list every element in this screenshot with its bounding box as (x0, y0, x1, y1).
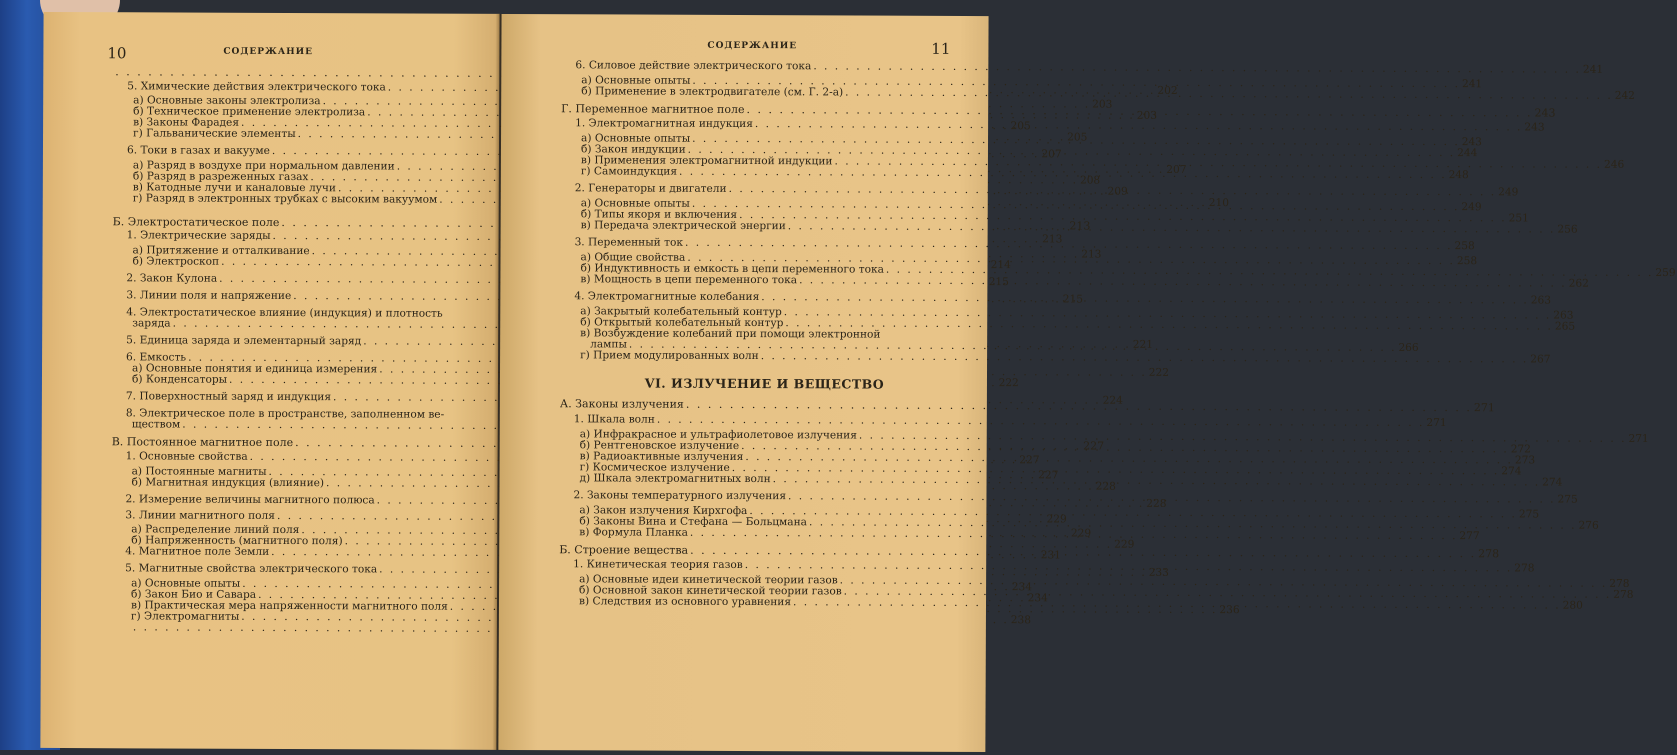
toc-entry-page: 215 (1062, 293, 1084, 306)
toc-entry-title: 8. Электрическое поле в пространстве, заполненном ве- (125, 407, 445, 421)
dot-leader (788, 221, 1556, 235)
toc-entry-page: 276 (1578, 519, 1599, 532)
toc-entry (560, 349, 1551, 366)
toc-entry-title: 2. Закон Кулона (126, 272, 218, 285)
toc-entry-page: 271 (1473, 401, 1495, 415)
toc-entry-title: 3. Линии поля и напряжение (126, 289, 292, 303)
toc-entry-page: 280 (1562, 599, 1583, 612)
toc-entry-title: лампы (590, 338, 627, 351)
toc-entry-page: 266 (1398, 341, 1419, 354)
toc-entry-title: а) Общие свойства (580, 251, 686, 264)
toc-entry-title: Б. Строение вещества (559, 543, 689, 557)
toc-entry-title: а) Основные опыты (131, 577, 241, 590)
toc-entry-page: 205 (1010, 120, 1031, 133)
toc-entry-title: 1. Основные свойства (125, 450, 248, 463)
toc-entry (111, 622, 471, 635)
toc-entry-title: а) Основные идеи кинетической теории газов (579, 573, 838, 587)
toc-entry-page: 267 (1530, 353, 1551, 366)
toc-entry-title: в) Законы Фарадея (133, 116, 240, 129)
toc-entry-title: б) Магнитная индукция (влияние) (131, 476, 325, 490)
dot-leader (761, 351, 1529, 365)
toc-entry-title: в) Практическая мера напряженности магнитного поля (130, 599, 448, 613)
toc-entry-title: б) Применение в электродвигателе (см. Г. 2-а) (581, 85, 844, 99)
toc-entry-title: 3. Линии магнитного поля (125, 509, 276, 522)
dot-leader (773, 474, 1541, 488)
toc-entry-title: б) Разряд в разреженных газах (132, 170, 309, 184)
toc-entry-title: а) Основные законы электролиза (133, 94, 321, 108)
toc-entry-title: г) Прием модулированных волн (580, 349, 759, 363)
toc-entry-title: а) Закон излучения Кирхгофа (579, 504, 748, 518)
toc-entry-page: 229 (1046, 513, 1067, 526)
toc-entry-page: 278 (1514, 562, 1535, 575)
toc-entry-title: 4. Электростатическое влияние (индукция) и плотность (126, 306, 443, 320)
running-header: СОДЕРЖАНИЕ (223, 46, 314, 58)
toc-entry-page: 228 (1146, 497, 1167, 510)
toc-entry-title: 3. Переменный ток (574, 236, 683, 249)
toc-entry-page: 229 (1070, 527, 1092, 540)
toc-entry-page: 256 (1557, 223, 1578, 236)
toc-entry-page: 213 (1042, 233, 1063, 246)
toc-entry-title: в) Следствия из основного уравнения (578, 595, 792, 609)
toc-entry-page: 205 (1067, 131, 1088, 144)
toc-entry-page: 236 (1219, 604, 1240, 617)
dot-leader (657, 415, 1425, 429)
toc-entry-title: 1. Кинетическая теория газов (573, 558, 743, 571)
dot-leader (679, 163, 1447, 181)
toc-entry-title: б) Закон Био и Савара (131, 588, 257, 601)
open-book (40, 0, 1676, 752)
toc-entry-page: 275 (1557, 493, 1578, 506)
toc-entry-page: 278 (1478, 547, 1500, 561)
dot-leader (745, 560, 1513, 574)
toc-entry-page: 234 (1011, 581, 1033, 594)
toc-entry-page: 222 (1148, 366, 1170, 379)
toc-entry-title: 7. Поверхностный заряд и индукция (125, 390, 332, 404)
toc-entry-page: 227 (1019, 454, 1040, 467)
toc-entry-title: а) Основные опыты (581, 132, 691, 145)
toc-entry-title: б) Типы якоря и включения (580, 208, 738, 221)
toc-entry-page: 228 (1095, 480, 1116, 493)
toc-entry-title: 1. Электромагнитная индукция (575, 117, 753, 131)
toc-entry-page: 265 (1554, 320, 1576, 333)
toc-entry-page: 262 (1568, 277, 1589, 290)
toc-entry-title: б) Индуктивность и емкость в цепи переменного тока (580, 262, 884, 276)
dot-leader (690, 528, 1458, 542)
toc-entry-title: ществом (131, 418, 181, 431)
toc-entry-title: а) Основные опыты (581, 74, 691, 87)
dot-leader (788, 491, 1556, 505)
toc-entry-page: 221 (1132, 338, 1154, 351)
dot-leader (729, 184, 1497, 198)
dot-leader (799, 275, 1567, 289)
toc-entry-title: 2. Законы температурного излучения (573, 489, 787, 503)
toc-entry-page: 275 (1518, 508, 1540, 521)
toc-entry-page: 213 (1081, 248, 1102, 261)
toc-entry-page: 251 (1508, 212, 1529, 225)
toc-entry-page: 215 (988, 276, 1009, 289)
toc-entry-title: в) Катодные лучи и каналовые лучи (132, 181, 337, 195)
toc-entry-page: 208 (1079, 174, 1101, 187)
toc-entry-page: 273 (1514, 454, 1536, 467)
toc-entry-title: 4. Электромагнитные колебания (574, 290, 760, 304)
dot-leader (690, 545, 1476, 562)
dot-leader (685, 238, 1453, 252)
toc-entry-page: 249 (1461, 201, 1482, 214)
toc-entry-title: б) Закон индукции (580, 143, 686, 156)
toc-entry-title: г) Самоиндукция (580, 165, 678, 178)
toc-entry-title: б) Законы Вина и Стефана — Больцмана (579, 515, 808, 529)
toc-entry (561, 59, 1604, 76)
toc-entry-page: 248 (1448, 169, 1469, 182)
toc-entry-page: 263 (1530, 294, 1552, 307)
toc-entry-page: 229 (1114, 538, 1135, 551)
toc-entry-page: 209 (1107, 185, 1128, 198)
toc-entry-page: 243 (1524, 121, 1545, 134)
toc-entry-title: 5. Химические действия электрического тока (127, 80, 386, 94)
toc-entry-title: 1. Электрические заряды (126, 229, 271, 242)
toc-entry-page: 233 (1148, 566, 1169, 579)
toc-entry-title: 2. Измерение величины магнитного полюса (125, 493, 375, 507)
toc-entry-page: 213 (1069, 219, 1091, 233)
toc-entry-title: а) Основные опыты (580, 197, 690, 210)
toc-entry-page: 278 (1613, 588, 1634, 601)
toc-entry-page: 258 (1456, 255, 1478, 268)
toc-entry-page: 202 (1157, 84, 1178, 97)
toc-entry-title: г) Электромагниты (130, 610, 240, 623)
toc-entry-title: а) Основные понятия и единица измерения (131, 362, 378, 376)
page-number: 10 (107, 44, 127, 63)
toc-entry-title: заряда (132, 317, 171, 330)
toc-entry-page: 241 (1461, 78, 1483, 91)
dot-leader (686, 399, 1472, 413)
toc-entry-page: 242 (1614, 89, 1635, 102)
toc-entry-page: 246 (1603, 158, 1625, 171)
running-header: СОДЕРЖАНИЕ (707, 40, 798, 52)
toc-entry-title: в) Применения электромагнитной индукции (580, 154, 833, 168)
toc-entry-title: д) Шкала электромагнитных волн (579, 472, 771, 486)
toc-entry-title: Г. Переменное магнитное поле (561, 102, 745, 117)
toc-entry (112, 318, 472, 331)
toc-entry-title: в) Передача электрической энергии (580, 219, 786, 233)
toc-entry-title: б) Открытый колебательный контур (580, 316, 784, 330)
toc-entry-title: 5. Единица заряда и элементарный заряд (126, 334, 362, 348)
toc-entry-page: 271 (1426, 416, 1447, 430)
dot-leader (755, 119, 1523, 133)
dot-leader (761, 292, 1529, 306)
toc-entry-title: 4. Магнитное поле Земли (125, 545, 270, 558)
toc-entry-page: 214 (990, 259, 1011, 272)
toc-entry-page: 263 (1553, 309, 1574, 322)
toc-entry-page: 203 (1136, 109, 1158, 122)
toc-entry-title: а) Инфракрасное и ультрафиолетовое излучения (579, 428, 857, 442)
toc-entry-title: г) Космическое излучение (579, 461, 730, 474)
toc-entry-title: а) Притяжение и отталкивание (132, 244, 310, 258)
toc-entry-page: 278 (1609, 577, 1630, 590)
left-page-header (107, 44, 473, 68)
toc-entry-page: 222 (998, 377, 1019, 390)
toc-entry-title: б) Техническое применение электролиза (133, 105, 366, 119)
toc-entry-title: В. Постоянное магнитное поле (111, 435, 294, 450)
toc-entry-page: 203 (1092, 98, 1113, 111)
toc-entry-page: 227 (1083, 439, 1105, 453)
toc-entry-page: 244 (1457, 147, 1478, 160)
toc-entry (112, 419, 472, 432)
toc-entry-page: 238 (1010, 614, 1032, 627)
toc-entry-page: 241 (1582, 63, 1604, 76)
toc-entry-page: 243 (1461, 136, 1482, 149)
toc-entry-title: 6. Емкость (126, 351, 187, 364)
toc-entry-page: 277 (1459, 530, 1480, 543)
dot-leader (746, 104, 1532, 118)
toc-entry-page: 272 (1510, 443, 1531, 456)
toc-entry-page: 259 (1655, 266, 1676, 280)
toc-entry-title: А. Законы излучения (559, 397, 684, 411)
toc-entry-title: Б. Электростатическое поле (112, 215, 280, 229)
toc-entry-title: б) Основной закон кинетической теории газов (579, 584, 842, 598)
right-page-header (561, 38, 970, 62)
dot-leader (793, 597, 1561, 611)
page-number: 11 (931, 39, 951, 58)
toc-entry-page: 258 (1454, 240, 1475, 253)
toc-entry-title: г) Гальванические элементы (133, 127, 296, 141)
toc-entry-title: 5. Магнитные свойства электрического тока (125, 562, 378, 576)
toc-entry-title: а) Распределение линий поля (131, 523, 300, 537)
toc-entry-page: 207 (1041, 148, 1062, 161)
toc-entry-page: 227 (1038, 469, 1059, 482)
toc-entry-title: 2. Генераторы и двигатели (574, 182, 727, 195)
toc-entry-title: а) Закрытый колебательный контур (580, 305, 782, 319)
toc-entry-page: 243 (1534, 106, 1556, 120)
dot-leader (813, 61, 1581, 75)
toc-entry-page: 274 (1501, 465, 1522, 478)
toc-entry-title: б) Конденсаторы (131, 373, 228, 386)
toc-entry-title: б) Напряженность (магнитного поля) (131, 534, 343, 548)
toc-entry-title: б) Рентгеновское излучение (579, 439, 740, 452)
toc-entry-title: в) Мощность в цепи переменного тока (580, 273, 798, 287)
toc-entry-title: г) Разряд в электронных трубках с высоким вакуумом (132, 192, 438, 206)
toc-entry-page: 274 (1542, 476, 1563, 489)
toc-entry-page: 224 (1102, 394, 1123, 407)
toc-entry-page: 231 (1040, 549, 1061, 562)
toc-entry-page: 249 (1498, 186, 1519, 199)
toc-entry-page: 271 (1628, 432, 1649, 445)
toc-entry-title: 1. Шкала волн (573, 413, 655, 426)
toc-entry-title: 6. Силовое действие электрического тока (575, 59, 812, 73)
chapter-title: VI. ИЗЛУЧЕНИЕ И ВЕЩЕСТВО (644, 375, 885, 392)
toc-entry-title: а) Разряд в воздухе при нормальном давлении (132, 159, 395, 173)
toc-entry-title: 6. Токи в газах и вакууме (126, 144, 270, 157)
toc-entry-title: б) Электроскоп (132, 255, 220, 268)
toc-entry-title: а) Постоянные магниты (131, 465, 267, 478)
toc-entry-page: 234 (1027, 592, 1048, 605)
toc-entry (113, 66, 473, 79)
toc-entry-page: 210 (1208, 197, 1230, 210)
toc-entry-title: в) Формула Планка (579, 526, 688, 539)
toc-entry-title: в) Радиоактивные излучения (579, 450, 744, 463)
toc-entry-page: 207 (1166, 163, 1187, 176)
toc-entry-title: в) Возбуждение колебаний при помощи электронной (580, 327, 881, 341)
toc-entry (560, 413, 1447, 430)
